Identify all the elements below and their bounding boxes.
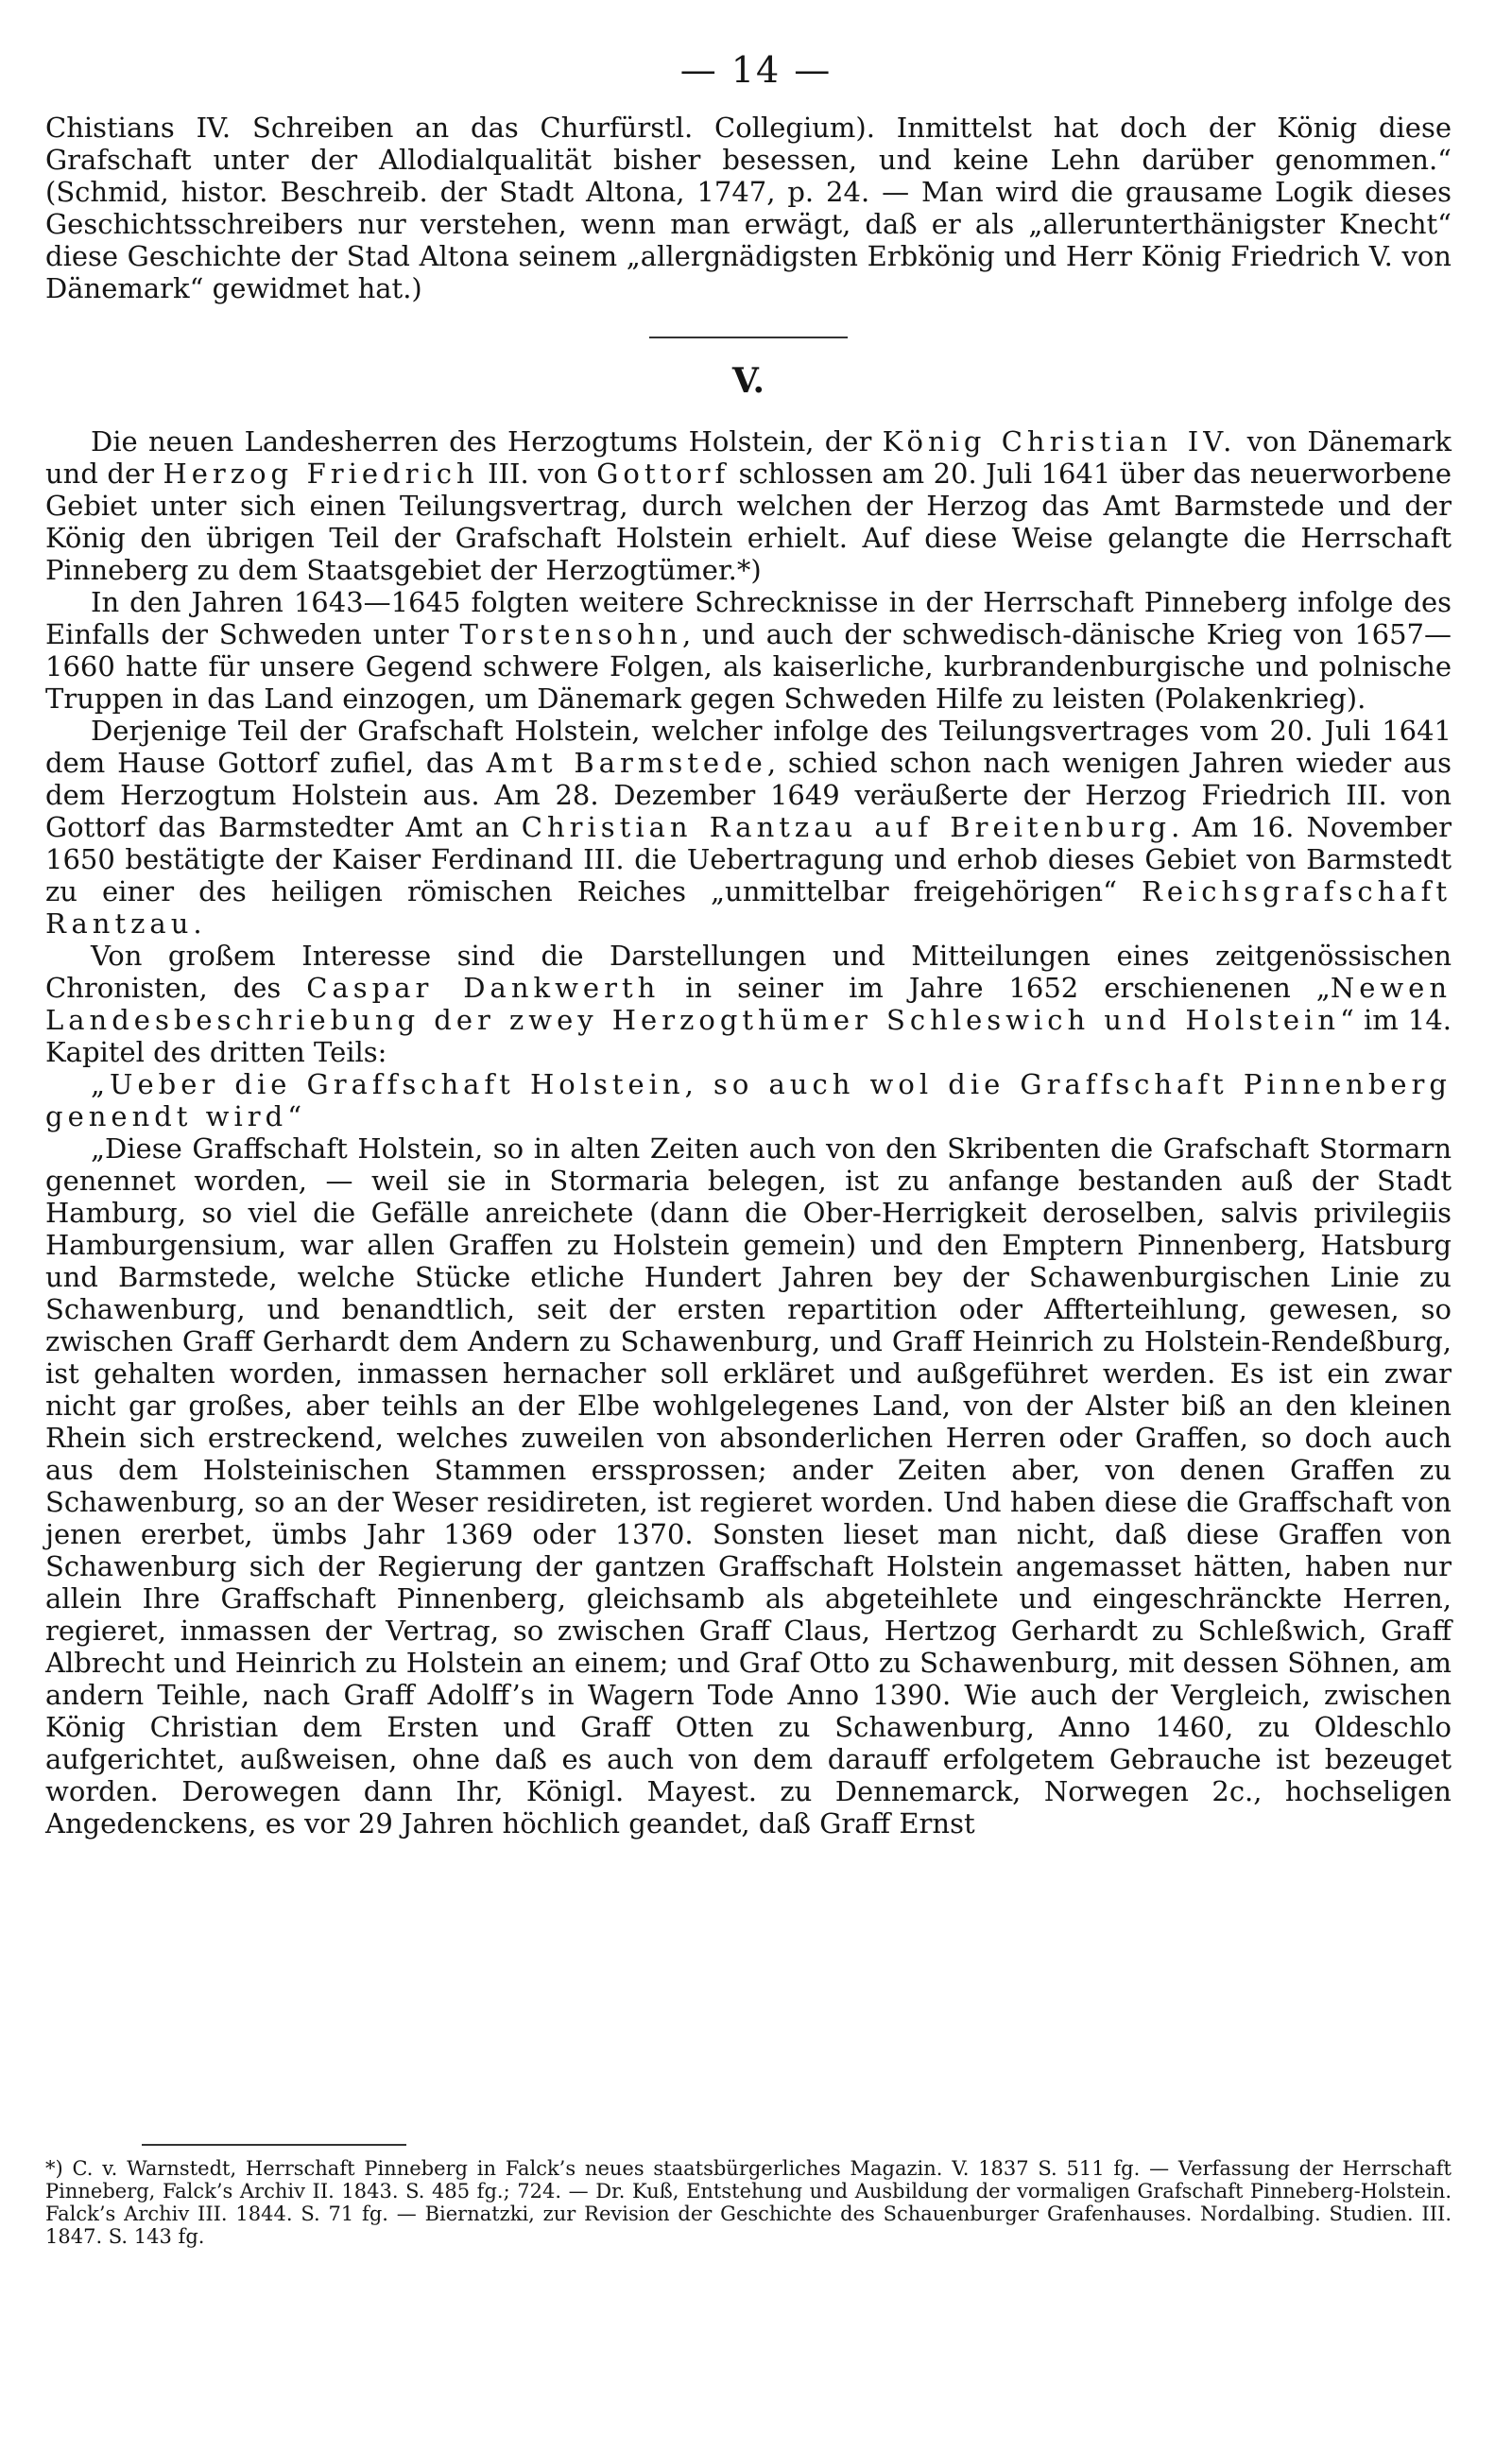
quote-text: „Diese Graffschaft Holstein, so in alten Zeiten auch von den Skribenten die Grafschaft Stormarn genennet worden, — weil sie in Stormaria belegen, ist zu anfange bestanden auß der Stadt Hamburg, so viel die Gefälle anreichete (dann die Ober-Herrigkeit deroselben, salvis privilegiis Hamburgensium, war allen Graffen zu Holstein gemein) und den Emptern Pinnenberg, Hatsburg und Barmstede, welche Stücke etliche Hundert Jahren bey der Schawenburgischen Linie zu Schawenburg, und benandtlich, seit der ersten repartition oder Affterteihlung, gewesen, so zwischen Graff Gerhardt dem Andern zu Schawenburg, und Graff Heinrich zu Holstein-Rendeßburg, ist gehalten worden, inmassen hernacher soll erkläret und außgeführet werden. Es ist ein zwar nicht gar großes, aber teihls an der Elbe wohlgelegenes Land, von der Alster biß an den kleinen Rhein sich erstreckend, welches zuweilen von absonderlichen Herren oder Graffen, so doch auch aus dem Holsteinischen Stammen erssprossen; ander Zeiten aber, von denen Graffen zu Schawenburg, so an der Weser residireten, ist regieret worden. Und haben diese die Graffschaft von jenen ererbet, ümbs Jahr 1369 oder 1370. Sonsten lieset man nicht, daß diese Graffen von Schawenburg sich der Regierung der gantzen Graffschaft Holstein angemasset hätten, haben nur allein Ihre Graffschaft Pinnenberg, gleichsamb als abgeteihlete und eingeschränckte Herren, regieret, inmassen der Vertrag, so zwischen Graff Claus, Hertzog Gerhardt zu Schleßwich, Graff Albrecht und Heinrich zu Holstein an einem; und Graf Otto zu Schawenburg, mit dessen Söhnen, am andern Teihle, nach Graff Adolff’s in Wagern Tode Anno 1390. Wie auch der Vergleich, zwischen König Christian dem Ersten und Graff Otten zu Schawenburg, Anno 1460, zu Oldeschlo aufgerichtet, außweisen, ohne daß es auch von dem darauff erfolgetem Gebrauche ist bezeuget worden. Derowegen dann Ihr, Königl. Mayest. zu Dennemarck, Norwegen 2c., hochseligen Angedenckens, es vor 29 Jahren höchlich geandet, daß Graff Ernst bbox=[45, 1132, 1452, 1840]
text-run: . bbox=[193, 907, 202, 940]
spaced-name: Gottorf bbox=[596, 458, 730, 490]
quote-heading: „Ueber die Graffschaft Holstein, so auch wol die Graffschaft Pinnenberg genendt wird“ bbox=[45, 1068, 1452, 1132]
spaced-title: Newen Landesbeschriebung der zwey Herzogthümer Schleswich und Holstein bbox=[45, 972, 1452, 1036]
footnote-divider bbox=[142, 2144, 406, 2146]
text-run: Von großem Interesse sind die Darstellungen und Mitteilungen eines zeitgenössischen Chronisten, des bbox=[45, 940, 1452, 1004]
text-run: “ im 14. Kapitel des dritten Teils: bbox=[45, 1004, 1452, 1068]
text-run: Derjenige Teil der Grafschaft Holstein, welcher infolge des Teilungsvertrages vom 20. Juli 1641 dem Hause Gottorf zufiel, das bbox=[45, 715, 1452, 779]
spaced-name: Amt Barmstede bbox=[486, 747, 767, 779]
paragraph-3 bbox=[45, 715, 1452, 940]
paragraph-2 bbox=[45, 586, 1452, 715]
intro-paragraph: Chistians IV. Schreiben an das Churfürstl. Collegium). Inmittelst hat doch der König diese Grafschaft unter der Allodialqualität bisher besessen, und keine Lehn darüber genommen.“ (Schmid, histor. Beschreib. der Stadt Altona, 1747, p. 24. — Man wird die grausame Logik dieses Geschichtsschreibers nur verstehen, wenn man erwägt, daß er als „allerunterthänigster Knecht“ diese Geschichte der Stad Altona seinem „allergnädigsten Erbkönig und Herr König Friedrich V. von Dänemark“ gewidmet hat.) bbox=[45, 112, 1452, 304]
paragraph-1 bbox=[45, 425, 1452, 586]
paragraph-4 bbox=[45, 940, 1452, 1068]
text-run: von Dänemark und der bbox=[45, 425, 1452, 490]
spaced-name: Herzog Friedrich bbox=[163, 458, 479, 490]
spaced-name: Caspar Dankwerth bbox=[306, 972, 661, 1004]
spaced-name: König Christian IV. bbox=[882, 425, 1237, 458]
text-run: , und auch der schwedisch-dänische Krieg von 1657—1660 hatte für unsere Gegend schwere Folgen, als kaiserliche, kurbrandenburgische und polnische Truppen in das Land einzogen, um Dänemark gegen Schweden Hilfe zu leisten (Polakenkrieg). bbox=[45, 618, 1452, 715]
text-run: schlossen am 20. Juli 1641 über das neuerworbene Gebiet unter sich einen Teilungsvertrag, durch welchen der Herzog das Amt Barmstede und der König den übrigen Teil der Grafschaft Holstein erhielt. Auf diese Weise gelangte die Herrschaft Pinneberg zu dem Staatsgebiet der Herzogtümer.*) bbox=[45, 458, 1452, 586]
page-number: — 14 — bbox=[679, 49, 833, 91]
text-run: . Am 16. November 1650 bestätigte der Kaiser Ferdinand III. die Uebertragung und erhob dieses Gebiet von Barmstedt zu einer des heiligen römischen Reiches „unmittelbar freigehörigen“ bbox=[45, 811, 1452, 907]
spaced-name: Reichsgrafschaft Rantzau bbox=[45, 875, 1452, 940]
text-run: Die neuen Landesherren des Herzogtums Holstein, der bbox=[91, 425, 883, 458]
spaced-name: Christian Rantzau auf Breitenburg bbox=[521, 811, 1172, 843]
footnotes bbox=[45, 2157, 1452, 2248]
text-run: in seiner im Jahre 1652 erschienenen „ bbox=[660, 972, 1331, 1004]
text-run: In den Jahren 1643—1645 folgten weitere Schrecknisse in der Herrschaft Pinneberg infolge des Einfalls der Schweden unter bbox=[45, 586, 1452, 650]
text-run: , schied schon nach wenigen Jahren wieder aus dem Herzogtum Holstein aus. Am 28. Dezember 1649 veräußerte der Herzog Friedrich III. von Gottorf das Barmstedter Amt an bbox=[45, 747, 1452, 843]
text-run: III. von bbox=[478, 458, 597, 490]
footnote: *) C. v. Warnstedt, Herrschaft Pinneberg in Falck’s neues staatsbürgerliches Magazin. V. 1837 S. 511 fg. — Verfassung der Herrschaft Pinneberg, Falck’s Archiv II. 1843. S. 485 fg.; 724. — Dr. Kuß, Entstehung und Ausbildung der vormaligen Grafschaft Pinneberg-Holstein. Falck’s Archiv III. 1844. S. 71 fg. — Biernatzki, zur Revision der Geschichte des Schauenburger Grafenhauses. Nordalbing. Studien. III. 1847. S. 143 fg. bbox=[45, 2157, 1452, 2248]
spaced-name: Torstensohn bbox=[459, 618, 683, 650]
section-heading: V. bbox=[731, 361, 765, 401]
body-text bbox=[45, 112, 1452, 1840]
section-divider bbox=[649, 337, 848, 338]
